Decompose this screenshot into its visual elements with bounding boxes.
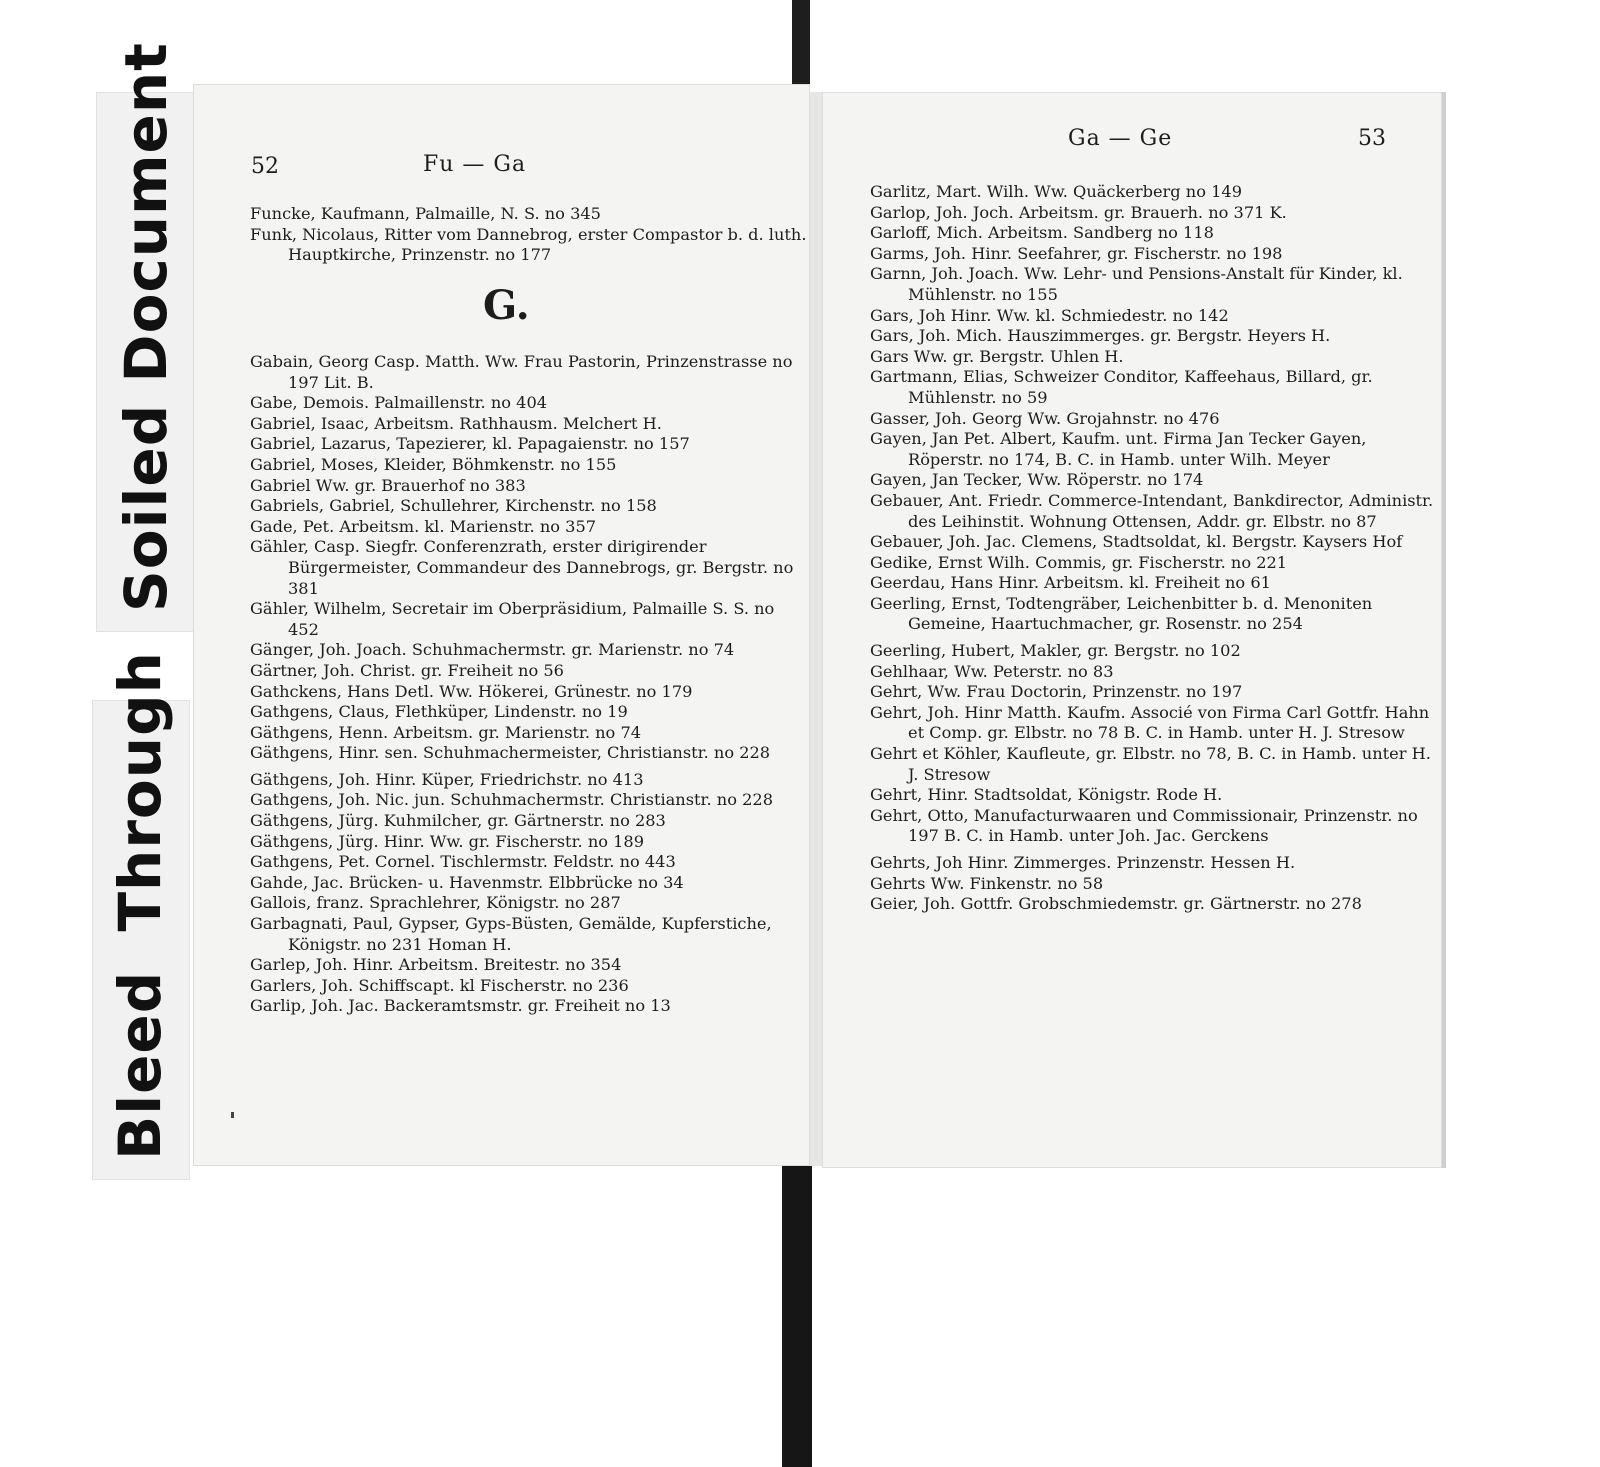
directory-entry: Gehrt, Otto, Manufacturwaaren und Commissionair, Prinzenstr. no 197 B. C. in Hamb. unter Joh. Jac. Gerckens (870, 805, 1418, 846)
ink-speck (231, 1112, 234, 1118)
directory-entry: Gathgens, Joh. Nic. jun. Schuhmachermstr. Christianstr. no 228 (250, 790, 774, 810)
directory-entry: Gars, Joh. Mich. Hauszimmerges. gr. Bergstr. Heyers H. (870, 326, 1331, 346)
book-gutter (810, 92, 822, 1166)
directory-entry: Garlers, Joh. Schiffscapt. kl Fischerstr. no 236 (250, 975, 629, 995)
page-number: 52 (251, 154, 279, 179)
directory-entry: Garbagnati, Paul, Gypser, Gyps-Büsten, Gemälde, Kupferstiche, Königstr. no 231 Homan H. (250, 914, 772, 954)
page-number: 53 (1358, 126, 1386, 151)
directory-entry: Gartmann, Elias, Schweizer Conditor, Kaffeehaus, Billard, gr. Mühlenstr. no 59 (870, 367, 1373, 407)
directory-entry: Gähler, Wilhelm, Secretair im Oberpräsidium, Palmaille S. S. no 452 (250, 599, 775, 639)
bleed-through-stamp: Bleed Through (106, 651, 174, 1160)
directory-entry: Gade, Pet. Arbeitsm. kl. Marienstr. no 357 (250, 516, 597, 536)
directory-entry: Geerling, Ernst, Todtengräber, Leichenbitter b. d. Menoniten Gemeine, Haartuchmacher, gr. Rosenstr. no 254 (870, 593, 1373, 634)
directory-entry: Gayen, Jan Pet. Albert, Kaufm. unt. Firma Jan Tecker Gayen, Röperstr. no 174, B. C. in Hamb. unter Wilh. Meyer (870, 429, 1367, 469)
directory-entry: Gähler, Casp. Siegfr. Conferenzrath, erster dirigirender Bürgermeister, Commandeur des Dannebrogs, gr. Bergstr. no 381 (250, 537, 794, 598)
directory-entry: Garlip, Joh. Jac. Backeramtsmstr. gr. Freiheit no 13 (250, 996, 671, 1016)
directory-entry: Gehrt, Ww. Frau Doctorin, Prinzenstr. no 197 (870, 682, 1243, 702)
directory-entry: Gabriels, Gabriel, Schullehrer, Kirchenstr. no 158 (250, 496, 657, 516)
directory-entry: Gabriel Ww. gr. Brauerhof no 383 (250, 475, 526, 495)
directory-entry: Gäthgens, Jürg. Hinr. Ww. gr. Fischerstr. no 189 (250, 831, 645, 851)
directory-entry: Gabain, Georg Casp. Matth. Ww. Frau Pastorin, Prinzenstrasse no 197 Lit. B. (250, 352, 793, 392)
directory-entry: Garnn, Joh. Joach. Ww. Lehr- und Pensions-Anstalt für Kinder, kl. Mühlenstr. no 155 (870, 264, 1403, 304)
directory-entry: Garlitz, Mart. Wilh. Ww. Quäckerberg no 149 (870, 182, 1242, 201)
directory-entry: Gehrts Ww. Finkenstr. no 58 (870, 873, 1104, 893)
directory-entry: Gehrt et Köhler, Kaufleute, gr. Elbstr. no 78, B. C. in Hamb. unter H. J. Stresow (870, 744, 1431, 784)
directory-entry: Geerling, Hubert, Makler, gr. Bergstr. no 102 (870, 641, 1241, 661)
soiled-document-stamp: Soiled Document (112, 42, 180, 612)
directory-entry: Gabriel, Moses, Kleider, Böhmkenstr. no 155 (250, 454, 617, 474)
binding-spine-bottom (782, 1160, 812, 1467)
directory-entry: Geerdau, Hans Hinr. Arbeitsm. kl. Freiheit no 61 (870, 573, 1271, 593)
directory-entry: Gathgens, Claus, Flethküper, Lindenstr. no 19 (250, 702, 628, 722)
running-head: Fu — Ga (423, 152, 527, 177)
directory-entry: Funk, Nicolaus, Ritter vom Dannebrog, erster Compastor b. d. luth. Hauptkirche, Prinzenstr. no 177 (250, 224, 807, 265)
directory-entry: Gabriel, Isaac, Arbeitsm. Rathhausm. Melchert H. (250, 413, 662, 433)
directory-entry: Garms, Joh. Hinr. Seefahrer, gr. Fischerstr. no 198 (870, 243, 1283, 263)
directory-entry: Gäthgens, Joh. Hinr. Küper, Friedrichstr. no 413 (250, 769, 644, 789)
directory-entry: Funcke, Kaufmann, Palmaille, N. S. no 345 (250, 204, 601, 223)
right-page (822, 92, 1446, 1168)
directory-entry: Gäthgens, Jürg. Kuhmilcher, gr. Gärtnerstr. no 283 (250, 811, 666, 831)
directory-entry: Gehrt, Joh. Hinr Matth. Kaufm. Associé von Firma Carl Gottfr. Hahn et Comp. gr. Elbstr. no 78 B. C. in Hamb. unter H. J. Stresow (870, 702, 1430, 743)
directory-entry: Gebauer, Joh. Jac. Clemens, Stadtsoldat, kl. Bergstr. Kaysers Hof (870, 532, 1403, 552)
running-head: Ga — Ge (1068, 126, 1173, 151)
directory-entry: Gehrts, Joh Hinr. Zimmerges. Prinzenstr. Hessen H. (870, 853, 1296, 872)
directory-entry: Gäthgens, Hinr. sen. Schuhmachermeister, Christianstr. no 228 (250, 743, 771, 763)
directory-entry: Gehlhaar, Ww. Peterstr. no 83 (870, 661, 1114, 681)
directory-entry: Gathckens, Hans Detl. Ww. Hökerei, Grünestr. no 179 (250, 681, 693, 701)
directory-entry: Gayen, Jan Tecker, Ww. Röperstr. no 174 (870, 470, 1204, 490)
directory-entry: Garlep, Joh. Hinr. Arbeitsm. Breitestr. no 354 (250, 955, 622, 975)
directory-entry: Garloff, Mich. Arbeitsm. Sandberg no 118 (870, 223, 1214, 243)
entry-list-top (250, 204, 810, 266)
directory-entry: Geier, Joh. Gottfr. Grobschmiedemstr. gr. Gärtnerstr. no 278 (870, 894, 1362, 914)
directory-entry: Gebauer, Ant. Friedr. Commerce-Intendant, Bankdirector, Administr. des Leihinstit. Wohnung Ottensen, Addr. gr. Elbstr. no 87 (870, 490, 1434, 531)
directory-entry: Gallois, franz. Sprachlehrer, Königstr. no 287 (250, 893, 621, 913)
directory-entry: Garlop, Joh. Joch. Arbeitsm. gr. Brauerh. no 371 K. (870, 202, 1287, 222)
entry-list-main (870, 182, 1442, 915)
entry-list-main (250, 352, 810, 1017)
directory-entry: Gehrt, Hinr. Stadtsoldat, Königstr. Rode H. (870, 785, 1223, 805)
directory-entry: Gärtner, Joh. Christ. gr. Freiheit no 56 (250, 660, 564, 680)
directory-entry: Gänger, Joh. Joach. Schuhmachermstr. gr. Marienstr. no 74 (250, 640, 735, 660)
directory-entry: Gedike, Ernst Wilh. Commis, gr. Fischerstr. no 221 (870, 552, 1288, 572)
left-page (193, 84, 810, 1166)
directory-entry: Gabe, Demois. Palmaillenstr. no 404 (250, 393, 548, 413)
section-letter-heading: G. (483, 282, 530, 329)
directory-entry: Gars, Joh Hinr. Ww. kl. Schmiedestr. no 142 (870, 305, 1229, 325)
directory-entry: Gasser, Joh. Georg Ww. Grojahnstr. no 476 (870, 408, 1220, 428)
directory-entry: Gathgens, Pet. Cornel. Tischlermstr. Feldstr. no 443 (250, 852, 676, 872)
directory-entry: Gars Ww. gr. Bergstr. Uhlen H. (870, 346, 1124, 366)
directory-entry: Gäthgens, Henn. Arbeitsm. gr. Marienstr. no 74 (250, 722, 642, 742)
directory-entry: Gabriel, Lazarus, Tapezierer, kl. Papagaienstr. no 157 (250, 434, 690, 454)
directory-entry: Gahde, Jac. Brücken- u. Havenmstr. Elbbrücke no 34 (250, 872, 684, 892)
